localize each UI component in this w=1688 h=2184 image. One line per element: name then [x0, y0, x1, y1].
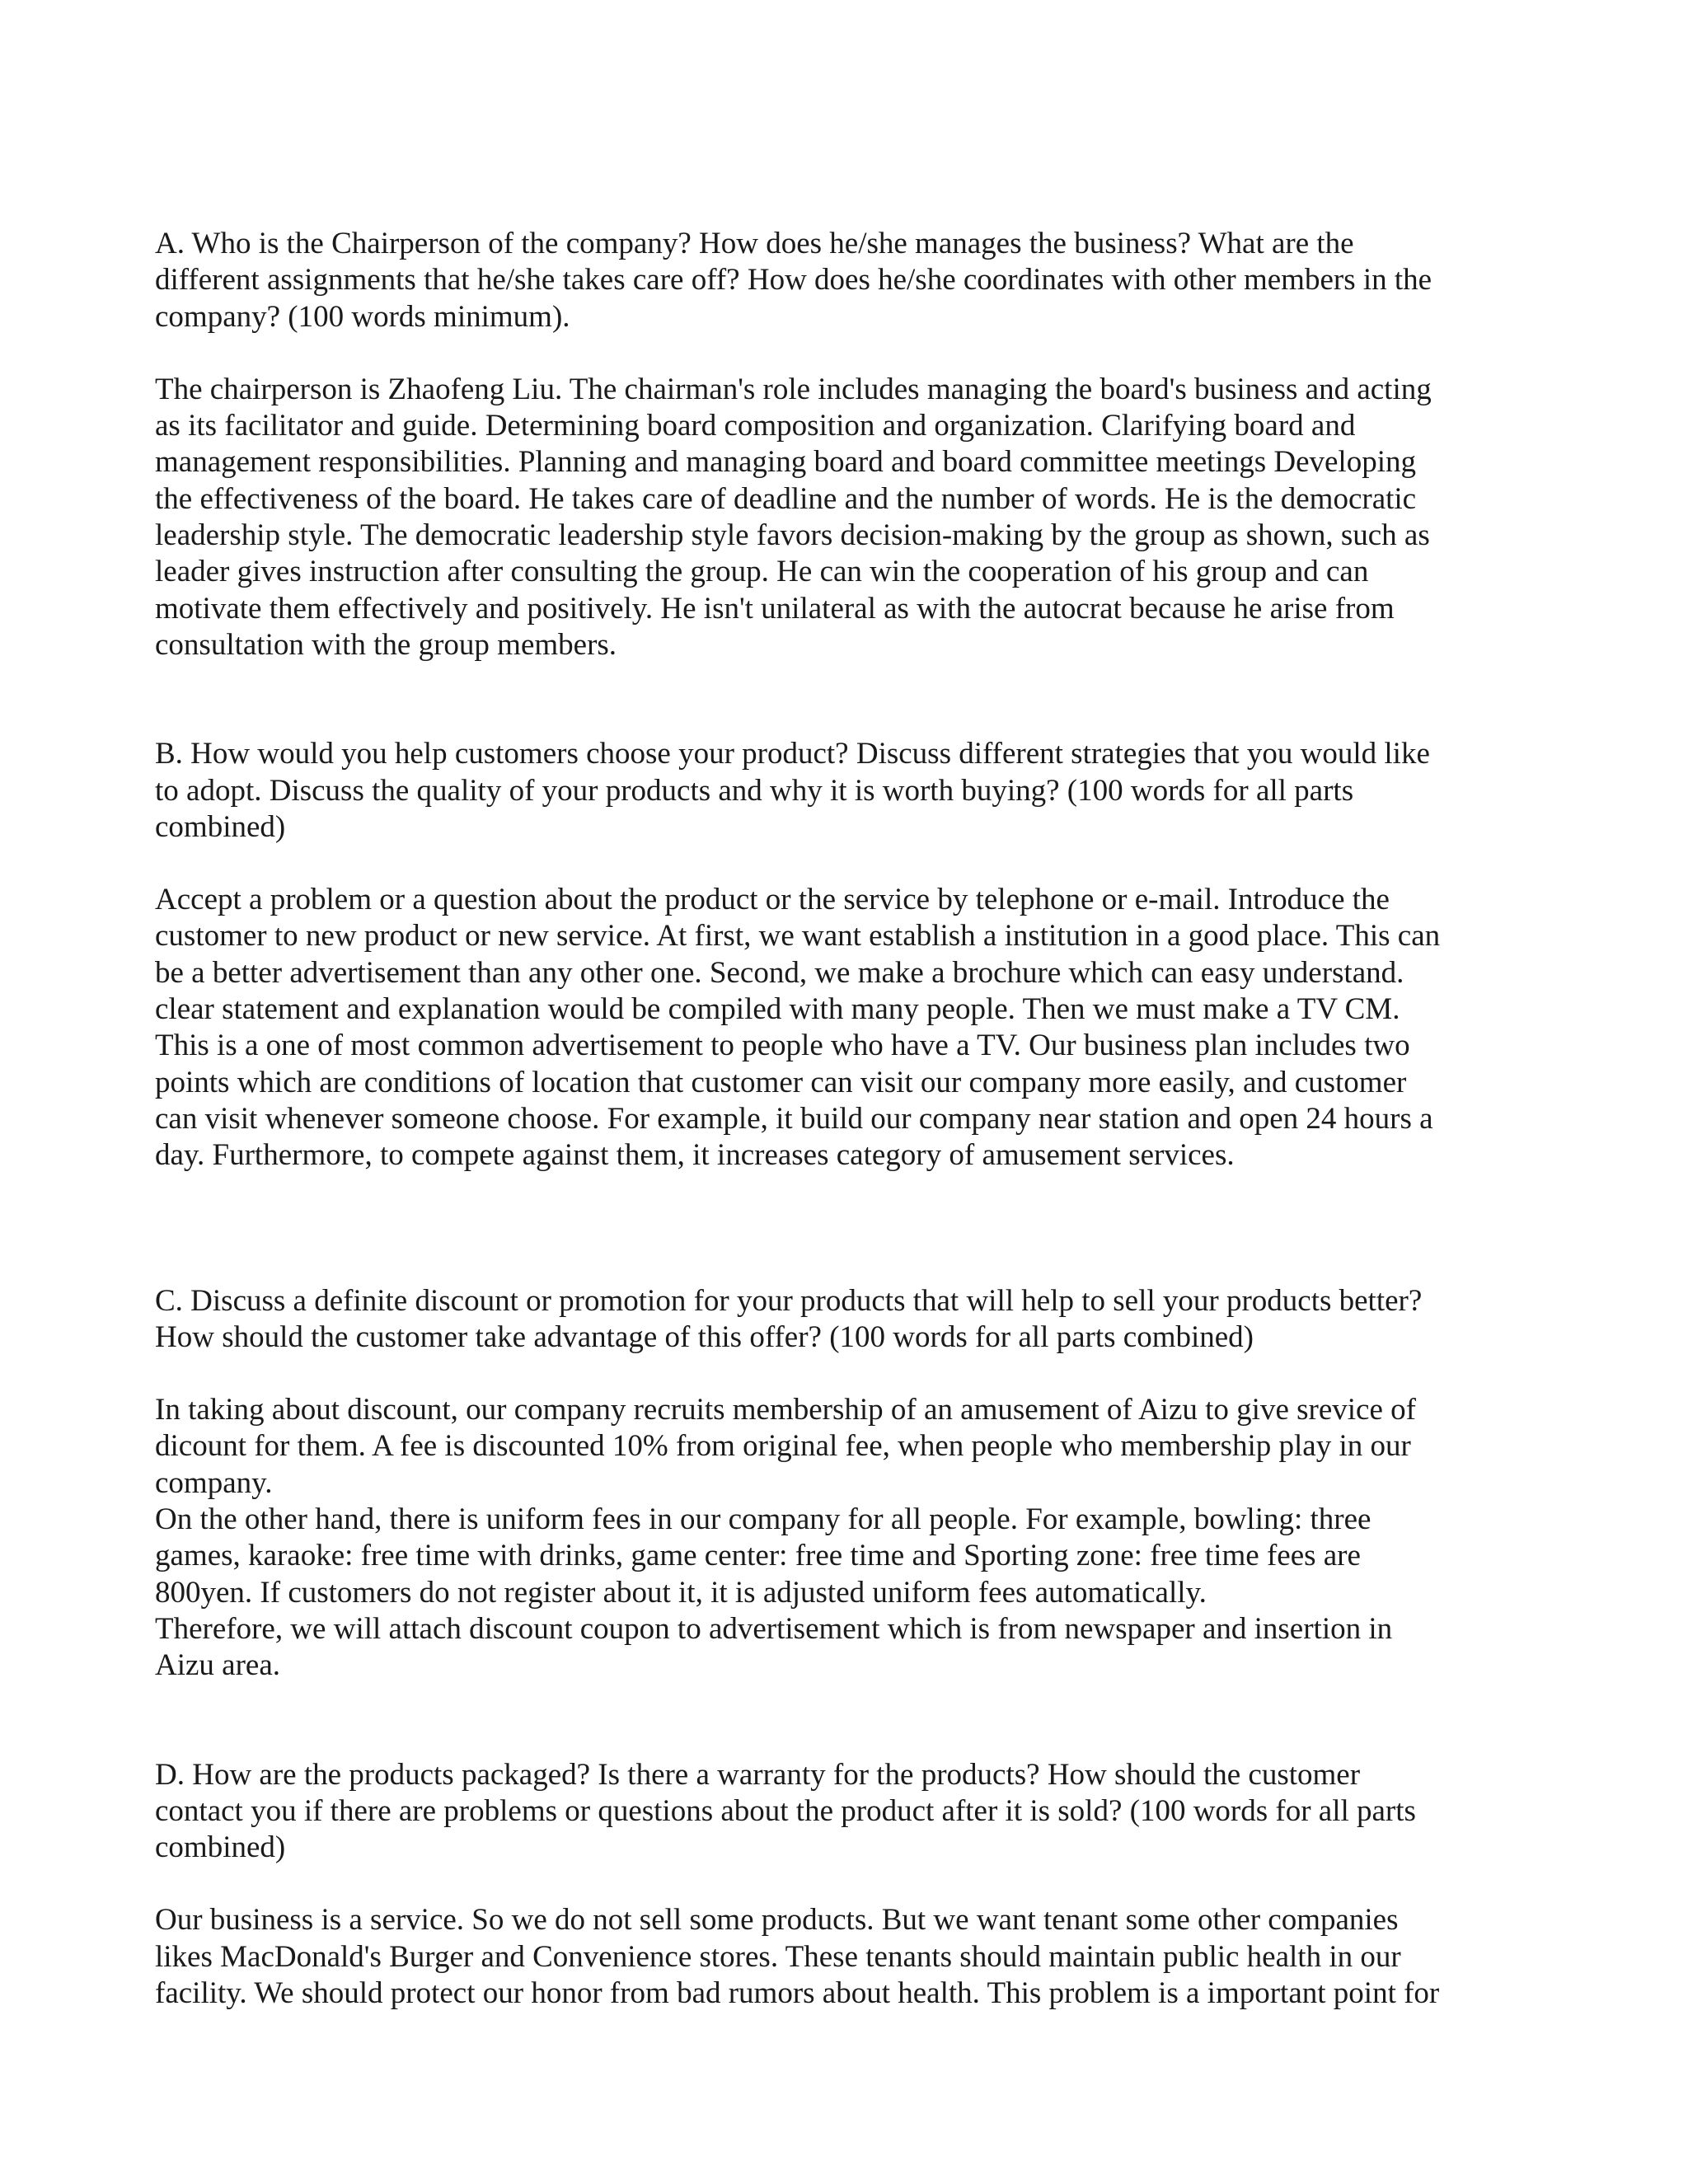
spacer: [155, 663, 1540, 736]
question-c: C. Discuss a definite discount or promotion for your products that will help to sell your products better? How should the customer take advantage of this offer? (100 words for all parts combined): [155, 1283, 1423, 1354]
spacer: [155, 1356, 1540, 1392]
spacer: [155, 846, 1540, 882]
spacer: [155, 1685, 1540, 1757]
question-b: B. How would you help customers choose your product? Discuss different strategies that you would like to adopt. Discuss the quality of your products and why it is worth buying? (100 words for all parts combined): [155, 737, 1430, 844]
question-d: D. How are the products packaged? Is there a warranty for the products? How should the customer contact you if there are problems or questions about the product after it is sold? (100 words for all parts combined): [155, 1757, 1416, 1865]
spacer: [155, 335, 1540, 372]
document-page: [155, 226, 1540, 2012]
spacer: [155, 1866, 1540, 1902]
spacer: [155, 1174, 1540, 1283]
answer-c: In taking about discount, our company recruits membership of an amusement of Aizu to give srevice of dicount for them. A fee is discounted 10% from original fee, when people who membership play in our company. On the other hand, there is uniform fees in our company for all people. For example, bowling: three games, karaoke: free time with drinks, game center: free time and Sporting zone: free time fees are 800yen. If customers do not register about it, it is adjusted uniform fees automatically. Therefore, we will attach discount coupon to advertisement which is from newspaper and insertion in Aizu area.: [155, 1393, 1416, 1683]
answer-d: Our business is a service. So we do not sell some products. But we want tenant some other companies likes MacDonald's Burger and Convenience stores. These tenants should maintain public health in our facility. We should protect our honor from bad rumors about health. This problem is a important point for: [155, 1903, 1440, 2010]
answer-a: The chairperson is Zhaofeng Liu. The chairman's role includes managing the board's business and acting as its facilitator and guide. Determining board composition and organization. Clarifying board and management responsibilities. Planning and managing board and board committee meetings Developing the effectiveness of the board. He takes care of deadline and the number of words. He is the democratic leadership style. The democratic leadership style favors decision-making by the group as shown, such as leader gives instruction after consulting the group. He can win the cooperation of his group and can motivate them effectively and positively. He isn't unilateral as with the autocrat because he arise from consultation with the group members.: [155, 372, 1432, 662]
answer-b: Accept a problem or a question about the product or the service by telephone or e-mail. Introduce the customer to new product or new service. At first, we want establish a institution in a good place. This can be a better advertisement than any other one. Second, we make a brochure which can easy understand. clear statement and explanation would be compiled with many people. Then we must make a TV CM. This is a one of most common advertisement to people who have a TV. Our business plan includes two points which are conditions of location that customer can visit our company more easily, and customer can visit whenever someone choose. For example, it build our company near station and open 24 hours a day. Furthermore, to compete against them, it increases category of amusement services.: [155, 883, 1441, 1173]
question-a: A. Who is the Chairperson of the company? How does he/she manages the business? What are the different assignments that he/she takes care off? How does he/she coordinates with other members in the company? (100 words minimum).: [155, 227, 1432, 334]
